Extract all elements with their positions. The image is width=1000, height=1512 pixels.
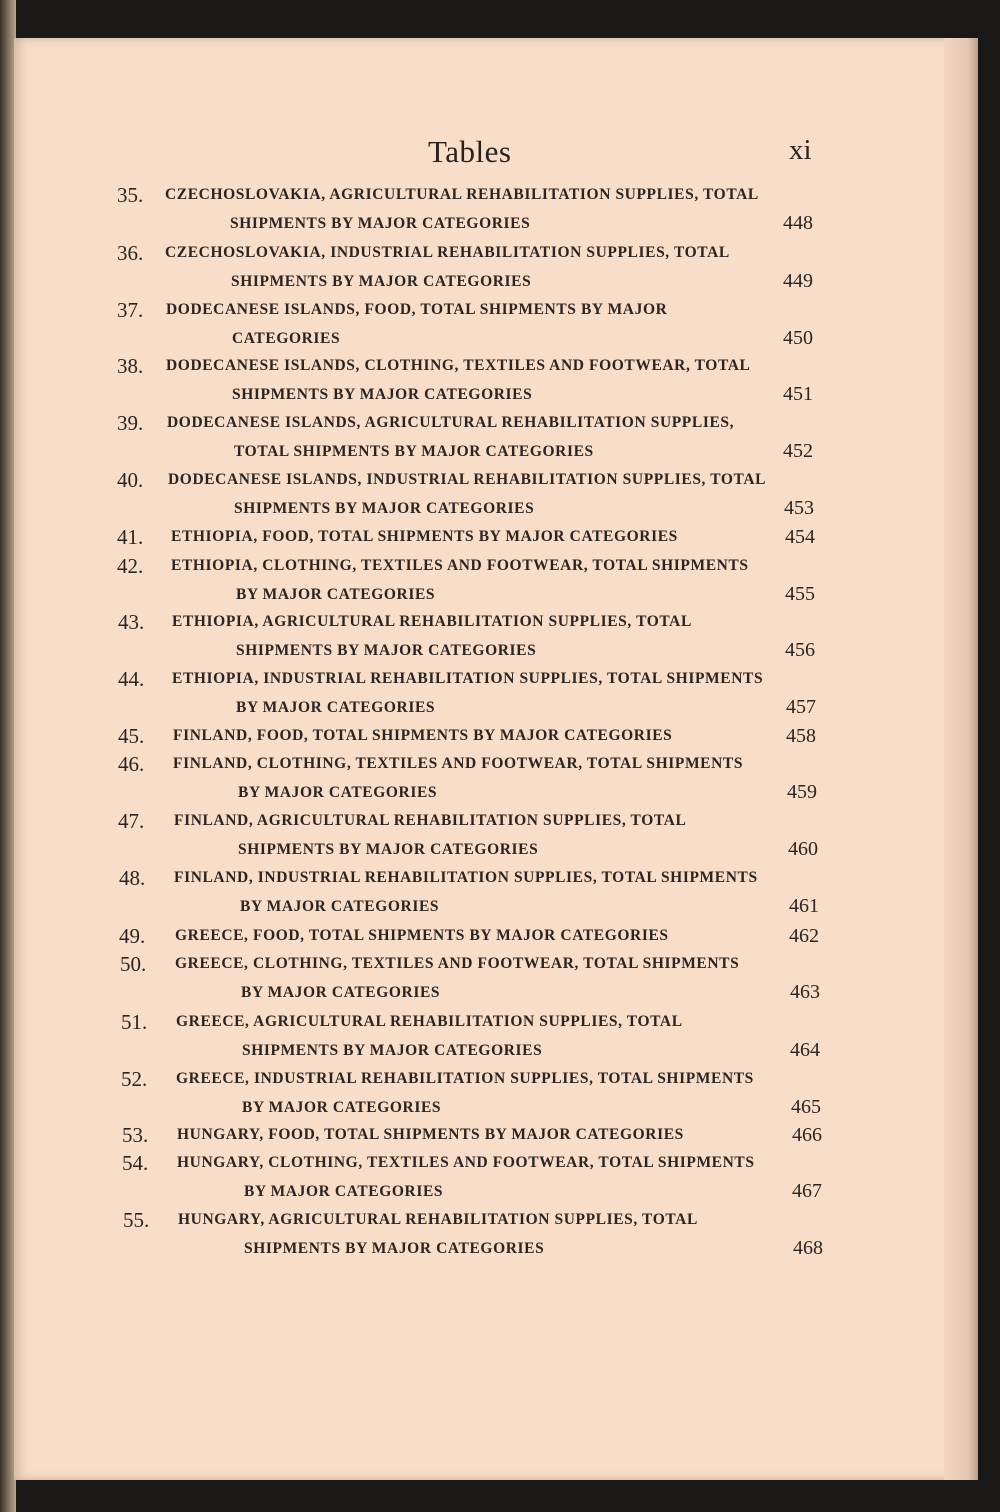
running-head xyxy=(0,134,1000,174)
page-number: xi xyxy=(789,134,812,166)
entry-title-continuation: BY MAJOR CATEGORIES xyxy=(242,1099,442,1116)
entry-page-number: 452 xyxy=(783,440,813,462)
entry-title: DODECANESE ISLANDS, AGRICULTURAL REHABILITATION SUPPLIES, xyxy=(167,414,735,431)
entry-title: FINLAND, INDUSTRIAL REHABILITATION SUPPLIES, TOTAL SHIPMENTS xyxy=(174,869,758,886)
entry-title-continuation: BY MAJOR CATEGORIES xyxy=(240,898,440,915)
page-title: Tables xyxy=(428,134,512,169)
entry-page-number: 453 xyxy=(784,497,814,519)
entry-title: CZECHOSLOVAKIA, INDUSTRIAL REHABILITATION SUPPLIES, TOTAL xyxy=(165,244,730,261)
entry-page-number: 450 xyxy=(783,327,813,349)
entry-title: HUNGARY, AGRICULTURAL REHABILITATION SUPPLIES, TOTAL xyxy=(178,1211,698,1228)
entry-page-number: 454 xyxy=(785,526,815,548)
entry-title: HUNGARY, CLOTHING, TEXTILES AND FOOTWEAR, TOTAL SHIPMENTS xyxy=(177,1154,755,1171)
entry-number: 43. xyxy=(118,610,145,634)
entry-number: 45. xyxy=(118,724,145,748)
entry-number: 52. xyxy=(121,1067,148,1091)
entry-page-number: 463 xyxy=(790,981,820,1003)
entry-title-continuation: SHIPMENTS BY MAJOR CATEGORIES xyxy=(244,1240,545,1257)
entry-title-continuation: SHIPMENTS BY MAJOR CATEGORIES xyxy=(234,500,535,517)
entry-number: 41. xyxy=(117,525,144,549)
entry-page-number: 455 xyxy=(785,583,815,605)
entry-number: 40. xyxy=(117,468,144,492)
entry-title: GREECE, FOOD, TOTAL SHIPMENTS BY MAJOR CATEGORIES xyxy=(175,927,669,944)
entry-number: 50. xyxy=(120,952,147,976)
entry-title: FINLAND, FOOD, TOTAL SHIPMENTS BY MAJOR CATEGORIES xyxy=(173,727,673,744)
entry-number: 48. xyxy=(119,866,146,890)
entry-number: 36. xyxy=(117,241,144,265)
entry-title-continuation: TOTAL SHIPMENTS BY MAJOR CATEGORIES xyxy=(234,443,594,460)
entry-title: DODECANESE ISLANDS, CLOTHING, TEXTILES AND FOOTWEAR, TOTAL xyxy=(166,357,751,374)
entry-page-number: 457 xyxy=(786,696,816,718)
entry-title-continuation: SHIPMENTS BY MAJOR CATEGORIES xyxy=(230,215,531,232)
entry-title-continuation: CATEGORIES xyxy=(232,330,341,347)
entry-number: 53. xyxy=(122,1123,149,1147)
entry-number: 49. xyxy=(119,924,146,948)
entry-title: ETHIOPIA, FOOD, TOTAL SHIPMENTS BY MAJOR CATEGORIES xyxy=(171,528,678,545)
entry-title-continuation: BY MAJOR CATEGORIES xyxy=(236,699,436,716)
entry-number: 47. xyxy=(118,809,145,833)
entry-title: ETHIOPIA, AGRICULTURAL REHABILITATION SUPPLIES, TOTAL xyxy=(172,613,692,630)
entry-title-continuation: SHIPMENTS BY MAJOR CATEGORIES xyxy=(231,273,532,290)
entry-page-number: 468 xyxy=(793,1237,823,1259)
entry-title-continuation: BY MAJOR CATEGORIES xyxy=(238,784,438,801)
entry-title-continuation: SHIPMENTS BY MAJOR CATEGORIES xyxy=(242,1042,543,1059)
entry-title: FINLAND, AGRICULTURAL REHABILITATION SUPPLIES, TOTAL xyxy=(174,812,687,829)
entry-page-number: 465 xyxy=(791,1096,821,1118)
entry-number: 55. xyxy=(123,1208,150,1232)
entry-page-number: 466 xyxy=(792,1124,822,1146)
entry-number: 54. xyxy=(122,1151,149,1175)
entry-page-number: 449 xyxy=(783,270,813,292)
entry-title: FINLAND, CLOTHING, TEXTILES AND FOOTWEAR, TOTAL SHIPMENTS xyxy=(173,755,744,772)
entry-number: 44. xyxy=(118,667,145,691)
entry-number: 42. xyxy=(117,554,144,578)
entry-page-number: 458 xyxy=(786,725,816,747)
entry-page-number: 467 xyxy=(792,1180,822,1202)
entry-page-number: 456 xyxy=(785,639,815,661)
entry-title-continuation: BY MAJOR CATEGORIES xyxy=(236,586,436,603)
entry-number: 46. xyxy=(118,752,145,776)
entry-title: DODECANESE ISLANDS, INDUSTRIAL REHABILITATION SUPPLIES, TOTAL xyxy=(168,471,767,488)
entry-title: HUNGARY, FOOD, TOTAL SHIPMENTS BY MAJOR CATEGORIES xyxy=(177,1126,684,1143)
entry-page-number: 451 xyxy=(783,383,813,405)
entry-page-number: 462 xyxy=(789,925,819,947)
page-edge xyxy=(944,38,978,1480)
entry-title-continuation: SHIPMENTS BY MAJOR CATEGORIES xyxy=(236,642,537,659)
entry-number: 39. xyxy=(117,411,144,435)
entry-title: ETHIOPIA, INDUSTRIAL REHABILITATION SUPPLIES, TOTAL SHIPMENTS xyxy=(172,670,764,687)
entry-page-number: 464 xyxy=(790,1039,820,1061)
entry-number: 51. xyxy=(121,1010,148,1034)
entry-page-number: 461 xyxy=(789,895,819,917)
entry-title: GREECE, INDUSTRIAL REHABILITATION SUPPLIES, TOTAL SHIPMENTS xyxy=(176,1070,754,1087)
entry-page-number: 460 xyxy=(788,838,818,860)
entry-title-continuation: SHIPMENTS BY MAJOR CATEGORIES xyxy=(232,386,533,403)
entry-title: DODECANESE ISLANDS, FOOD, TOTAL SHIPMENTS BY MAJOR xyxy=(166,301,668,318)
entry-title: ETHIOPIA, CLOTHING, TEXTILES AND FOOTWEAR, TOTAL SHIPMENTS xyxy=(171,557,749,574)
entry-page-number: 448 xyxy=(783,212,813,234)
entry-number: 37. xyxy=(117,298,144,322)
entry-title: GREECE, CLOTHING, TEXTILES AND FOOTWEAR, TOTAL SHIPMENTS xyxy=(175,955,740,972)
entry-title-continuation: SHIPMENTS BY MAJOR CATEGORIES xyxy=(238,841,539,858)
entry-page-number: 459 xyxy=(787,781,817,803)
entry-number: 38. xyxy=(117,354,144,378)
entry-number: 35. xyxy=(117,183,144,207)
entry-title: CZECHOSLOVAKIA, AGRICULTURAL REHABILITATION SUPPLIES, TOTAL xyxy=(165,186,759,203)
entry-title-continuation: BY MAJOR CATEGORIES xyxy=(244,1183,444,1200)
entry-title-continuation: BY MAJOR CATEGORIES xyxy=(241,984,441,1001)
entry-title: GREECE, AGRICULTURAL REHABILITATION SUPPLIES, TOTAL xyxy=(176,1013,683,1030)
